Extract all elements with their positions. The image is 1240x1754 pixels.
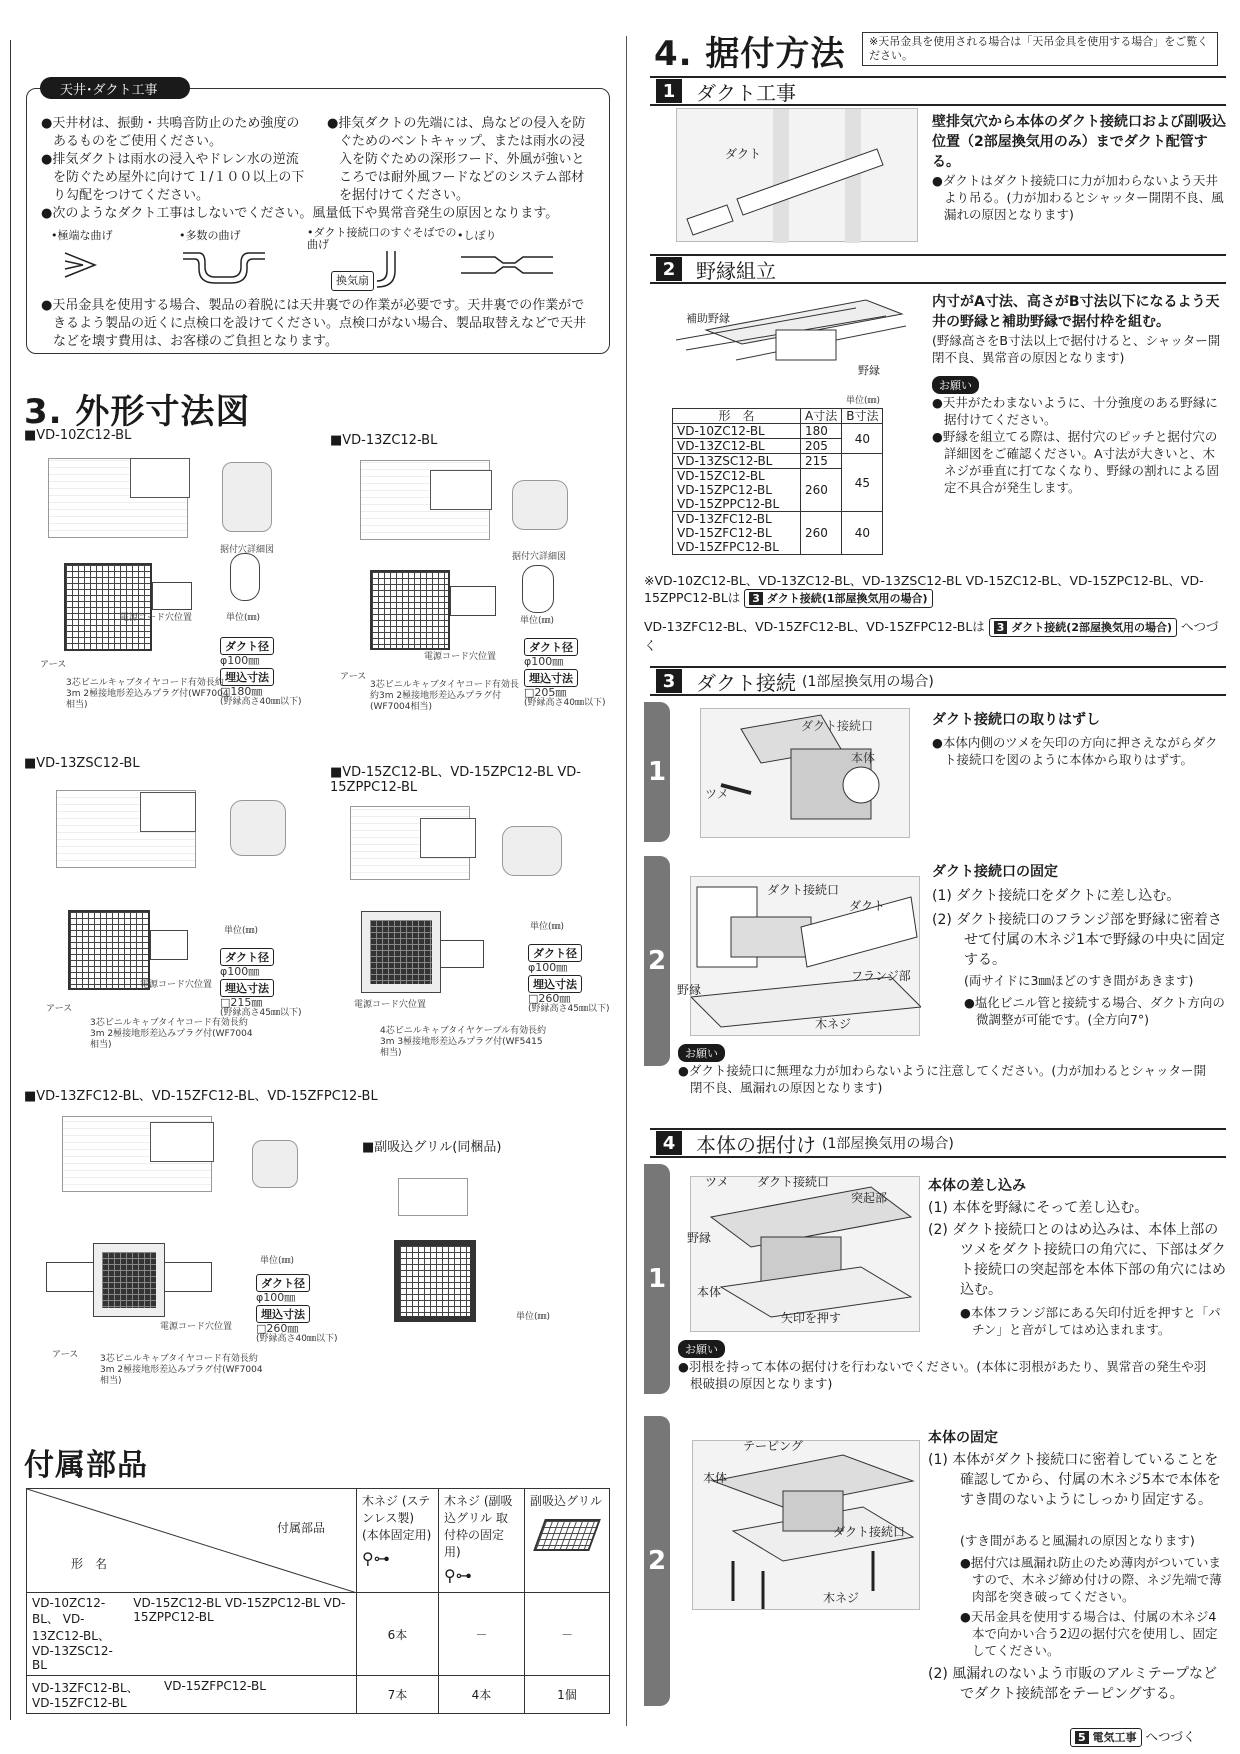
a-cell: 180 xyxy=(801,424,842,439)
earth-label: アース xyxy=(52,1350,79,1360)
unit-label: 単位(㎜) xyxy=(516,1312,551,1322)
earth-label: アース xyxy=(40,660,67,670)
grille-icon xyxy=(533,1519,601,1551)
duct-collar-drawing xyxy=(440,940,484,968)
wood-screw-label: 木ネジ xyxy=(823,1591,860,1605)
step3-warning: ●ダクト接続口に無理な力が加わらないように注意してください。(力が加わるとシャッター開閉不良、風漏れの原因となります) xyxy=(678,1063,1207,1095)
step-number: 2 xyxy=(656,257,682,281)
step4b-1-sub: (すき間があると風漏れの原因となります) xyxy=(960,1533,1195,1548)
front-view xyxy=(222,462,272,532)
duct-flange-drawing xyxy=(691,877,921,1037)
parts-header-left: 形 名 xyxy=(71,1557,108,1571)
claw-label: ツメ xyxy=(705,1175,729,1189)
grille-drawing xyxy=(362,912,440,992)
embed-note: (野縁高さ40㎜以下) xyxy=(256,1334,338,1344)
onegai-badge xyxy=(678,1338,725,1358)
step3a-head: ダクト接続口の取りはずし xyxy=(932,712,1100,728)
duct-diameter: φ100㎜ xyxy=(524,655,564,668)
model-cell: VD-15ZPPC12-BL xyxy=(677,497,780,511)
constriction-icon xyxy=(457,245,557,285)
sec5-num: 5 xyxy=(1075,1731,1089,1744)
body-label: 本体 xyxy=(703,1471,728,1485)
note-ceiling-strength: ●天井材は、振動・共鳴音防止のため強度のあるものをご使用ください。 xyxy=(41,116,300,149)
cell-value: － xyxy=(525,1593,610,1676)
duct-diameter-label: ダクト径 xyxy=(524,638,578,656)
th: 形 名 xyxy=(673,409,801,424)
earth-label: アース xyxy=(46,1004,73,1014)
step-subtitle: (1部屋換気用の場合) xyxy=(822,1136,954,1152)
model-cell: VD-10ZC12-BL xyxy=(673,424,801,439)
duct-outlet-drawing xyxy=(420,818,476,858)
mount-detail-label: 据付穴詳細図 xyxy=(512,552,567,562)
front-view xyxy=(230,800,286,856)
step3b-3: ●塩化ビニル管と接続する場合、ダクト方向の微調整が可能です。(全方向7°) xyxy=(964,995,1225,1027)
duct-diameter: φ100㎜ xyxy=(256,1291,296,1304)
a-cell: 260 xyxy=(801,469,842,512)
column-divider xyxy=(626,36,627,1726)
cell-value: 4本 xyxy=(439,1676,525,1714)
mount-hole-detail xyxy=(230,553,260,601)
onegai-label: お願い xyxy=(932,376,979,394)
step4b-4: (2) 風漏れのないよう市販のアルミテープなどでダクト接続部をテーピングする。 xyxy=(928,1666,1218,1702)
model-cell: VD-13ZC12-BL xyxy=(673,439,801,454)
grille-drawing xyxy=(94,1244,164,1316)
step2-b2: ●野縁を組立てる際は、据付穴のピッチと据付穴の詳細図をご確認ください。A寸法が大きいと、木ネジが垂直に打てなくなり、野縁の割れによる固定不具合が発生します。 xyxy=(932,429,1220,495)
embed-label: 埋込寸法 xyxy=(256,1305,310,1323)
step2-sub: (野縁高さをB寸法以上で据付けると、シャッター開閉不良、異常音の原因となります) xyxy=(932,333,1221,365)
unit-label: 単位(㎜) xyxy=(260,1256,295,1266)
duct-outlet-drawing xyxy=(140,792,196,832)
aux-noen-label: 補助野縁 xyxy=(686,312,730,325)
embed-note: (野縁高さ40㎜以下) xyxy=(524,698,606,708)
cord-note: 3芯ビニルキャブタイヤコード有効長約3m 2極接地形差込みプラグ付(WF7004相当) xyxy=(90,1018,253,1050)
grille-drawing xyxy=(68,910,150,990)
noen-label: 野縁 xyxy=(687,1231,712,1245)
model-label: ■VD-13ZSC12-BL xyxy=(24,756,140,771)
step-title: 野縁組立 xyxy=(696,258,776,283)
duct-collar-drawing xyxy=(450,586,496,616)
step2-lead: 内寸がA寸法、高さがB寸法以下になるよう天井の野縁と補助野縁で据付枠を組む。 xyxy=(932,294,1220,330)
earth-label: アース xyxy=(340,672,367,682)
fan-box: 換気扇 xyxy=(331,271,374,291)
duct-hanging-illustration xyxy=(676,108,918,242)
parts-title: 付属部品 xyxy=(24,1448,148,1483)
model-cell: VD-13ZFC12-BL xyxy=(677,512,772,526)
onegai-badge xyxy=(932,374,979,394)
sub-grille-label: ■副吸込グリル(同梱品) xyxy=(362,1140,502,1155)
step-title: ダクト工事 xyxy=(696,80,796,105)
power-cord-label: 電源コード穴位置 xyxy=(140,980,213,990)
step4a-head: 本体の差し込み xyxy=(928,1178,1026,1194)
cord-note: 3芯ビニルキャブタイヤコード有効長約3m 2極接地形差込みプラグ付(WF7004相当) xyxy=(66,678,229,710)
power-cord-label: 電源コード穴位置 xyxy=(354,1000,427,1010)
noen-label: 野縁 xyxy=(858,364,880,377)
cell-value: 6本 xyxy=(357,1593,439,1676)
embed-label: 埋込寸法 xyxy=(528,975,582,993)
embed-size: □215㎜ xyxy=(220,996,263,1009)
duct-diameter-label: ダクト径 xyxy=(220,637,274,655)
unit-label: 単位(㎜) xyxy=(226,613,261,623)
step-subtitle: (1部屋換気用の場合) xyxy=(802,674,934,690)
bad-duct-label: •しぼり xyxy=(457,229,497,242)
parts-col xyxy=(357,1489,439,1593)
note-duct-warning: ●次のようなダクト工事はしないでください。風量低下や異常音発生の原因となります。 xyxy=(41,206,559,221)
duct-diameter: φ100㎜ xyxy=(220,654,260,667)
substep-2-bar: 2 xyxy=(644,1416,670,1706)
embed-label: 埋込寸法 xyxy=(220,979,274,997)
duct-outlet-drawing xyxy=(130,458,190,498)
wood-screw-icon: ⚲⊶ xyxy=(362,1549,390,1568)
parts-col-label: 木ネジ (副吸込グリル 取付枠の固定用) xyxy=(444,1494,513,1559)
table-row xyxy=(27,1676,610,1714)
step3a-body: ●本体内側のツメを矢印の方向に押さえながらダクト接続口を図のように本体から取りはずす。 xyxy=(932,735,1218,767)
duct-spec xyxy=(528,942,609,1015)
row-models: VD-13ZFC12-BL、 VD-15ZFC12-BL xyxy=(32,1681,139,1710)
duct-spec xyxy=(220,946,301,1019)
multi-bend-icon xyxy=(179,245,269,285)
duct-port-label: ダクト接続口 xyxy=(757,1175,830,1189)
model-cell: VD-15ZFPC12-BL xyxy=(677,540,779,554)
model-label: ■VD-13ZFC12-BL、VD-15ZFC12-BL、VD-15ZFPC12-BL xyxy=(24,1089,378,1104)
duct-collar-drawing xyxy=(152,582,192,610)
binding-rule xyxy=(10,40,11,1720)
row-models: VD-15ZC12-BL VD-15ZPC12-BL VD-15ZPPC12-BL xyxy=(133,1596,346,1624)
parts-col xyxy=(439,1489,525,1593)
sec4-3-header xyxy=(650,666,1226,696)
step-number: 3 xyxy=(656,669,682,693)
duct-outlet-drawing xyxy=(430,470,492,510)
body-insert-illustration xyxy=(687,1175,920,1332)
mount-hole-detail xyxy=(522,565,554,613)
bad-duct-label: •多数の曲げ xyxy=(179,229,241,242)
step-number: 4 xyxy=(656,1131,682,1155)
embed-size: □180㎜ xyxy=(220,685,263,698)
note-vent-cap: ●排気ダクトの先端には、鳥などの侵入を防ぐためのベントキャップ、または雨水の浸入を防ぐための深形フード、外風が強いところでは耐外風フードなどのシステム部材を据付けてください。 xyxy=(327,116,586,203)
sec5-link-label: 電気工事 xyxy=(1092,1731,1137,1744)
b-cell: 45 xyxy=(842,454,883,512)
bad-duct-label: •極端な曲げ xyxy=(51,229,113,242)
parts-table xyxy=(26,1488,610,1714)
a-cell: 260 xyxy=(801,512,842,555)
front-view xyxy=(252,1140,298,1188)
step4a-2: (2) ダクト接続口とのはめ込みは、本体上部のツメをダクト接続口の角穴に、下部はダクト接続口の突起部を本体下部の角穴にはめ込む。 xyxy=(928,1222,1226,1298)
embed-label: 埋込寸法 xyxy=(220,668,274,686)
sec4-title: 4. 据付方法 xyxy=(654,34,846,74)
step4-warning: ●羽根を持って本体の据付けを行わないでください。(本体に羽根があたり、異常音の発生や羽根破損の原因となります) xyxy=(678,1359,1207,1391)
mount-detail-label: 据付穴詳細図 xyxy=(220,545,275,555)
embed-size: □260㎜ xyxy=(528,992,571,1005)
power-cord-label: 電源コード穴位置 xyxy=(160,1322,233,1332)
th: A寸法 xyxy=(801,409,842,424)
step1-lead: 壁排気穴から本体のダクト接続口および副吸込位置（2部屋換気用のみ）までダクト配管する。 xyxy=(932,114,1226,170)
unit-label: 単位(㎜) xyxy=(846,396,881,406)
wood-screw-label: 木ネジ xyxy=(815,1017,852,1031)
step1-bullet: ●ダクトはダクト接続口に力が加わらないよう天井より吊る。(力が加わるとシャッター開閉不良、風漏れの原因となります) xyxy=(932,173,1224,222)
sec3-title: 3. 外形寸法図 xyxy=(24,392,251,432)
duct-collar-drawing xyxy=(150,930,188,960)
duct-collar-drawing xyxy=(164,1262,212,1292)
step4b-2: ●据付穴は風漏れ防止のため薄肉がついていますので、木ネジ締め付けの際、ネジ先端で薄肉部を突き破ってください。 xyxy=(960,1555,1222,1604)
xref-block xyxy=(644,572,1224,654)
xref2-link-label: ダクト接続(2部屋換気用の場合) xyxy=(1011,621,1173,634)
step3b-2-sub: (両サイドに3㎜ほどのすき間があきます) xyxy=(964,973,1194,988)
duct-label: ダクト xyxy=(725,147,762,161)
step4b-3: ●天吊金具を使用する場合は、付属の木ネジ4本で向かい合う2辺の据付穴を使用し、固定してください。 xyxy=(960,1609,1218,1658)
footer-tail: へつづく xyxy=(1145,1729,1196,1744)
cell-value: 7本 xyxy=(357,1676,439,1714)
parts-col xyxy=(525,1489,610,1593)
embed-note: (野縁高さ45㎜以下) xyxy=(220,1008,302,1018)
taping-label: テーピング xyxy=(743,1439,803,1453)
model-label: ■VD-15ZC12-BL、VD-15ZPC12-BL VD-15ZPPC12-BL xyxy=(330,765,581,795)
duct-port-label: ダクト接続口 xyxy=(801,719,874,733)
diagonal-line xyxy=(27,1489,357,1593)
protrusion-label: 突起部 xyxy=(851,1191,888,1205)
model-cell: VD-15ZFC12-BL xyxy=(677,526,772,540)
step2-b1: ●天井がたわまないように、十分強度のある野縁に据付けてください。 xyxy=(932,395,1218,427)
note-duct-slope: ●排気ダクトは雨水の浸入やドレン水の逆流を防ぐため屋外に向けて１/１００以上の下り勾配をつけてください。 xyxy=(41,152,305,203)
unit-label: 単位(㎜) xyxy=(530,922,565,932)
sub-grille-front xyxy=(394,1240,476,1322)
step-title: ダクト接続 xyxy=(696,670,796,695)
b-cell: 40 xyxy=(842,512,883,555)
sub-grille-side xyxy=(398,1178,468,1216)
duct-port-label: ダクト接続口 xyxy=(767,883,840,897)
duct-removal-illustration xyxy=(700,708,910,838)
substep-2-bar: 2 xyxy=(644,856,670,1066)
substep-1-bar: 1 xyxy=(644,702,670,842)
parts-col-label: 副吸込グリル xyxy=(530,1494,603,1508)
sec4-1-header xyxy=(650,76,1226,106)
press-arrow-label: 矢印を押す xyxy=(781,1311,842,1325)
unit-label: 単位(㎜) xyxy=(520,616,555,626)
continue-footer xyxy=(1070,1728,1196,1747)
step3b-2: (2) ダクト接続口のフランジ部を野縁に密着させて付属の木ネジ1本で野縁の中央に固定する。 xyxy=(932,912,1225,968)
front-view xyxy=(502,826,562,876)
step3b-1: (1) ダクト接続口をダクトに差し込む。 xyxy=(932,888,1181,904)
note-suspension: ●天吊金具を使用する場合、製品の着脱には天井裏での作業が必要です。天井裏での作業ができるよう製品の近くに点検口を設けてください。点検口がない場合、製品取替えなどで天井などを壊す費用は、お客様のご負担となります。 xyxy=(41,298,587,349)
duct-collar-drawing xyxy=(46,1262,94,1292)
grille-drawing xyxy=(370,570,450,650)
duct-diameter-label: ダクト径 xyxy=(256,1274,310,1292)
row-models: VD-10ZC12-BL、 VD-13ZC12-BL、 VD-13ZSC12-BL xyxy=(32,1596,113,1672)
step3b-head: ダクト接続口の固定 xyxy=(932,864,1058,880)
wood-screw-icon: ⚲⊶ xyxy=(444,1566,472,1585)
duct-diameter-label: ダクト径 xyxy=(528,944,582,962)
body-label: 本体 xyxy=(697,1285,722,1299)
duct-pipe-drawing xyxy=(677,109,919,243)
ceiling-duct-notes xyxy=(26,88,610,354)
onegai-label: お願い xyxy=(678,1044,725,1062)
notes-title: 天井･ダクト工事 xyxy=(40,77,190,99)
xref2-link[interactable]: 3 ダクト接続(2部屋換気用の場合) xyxy=(989,618,1177,637)
a-cell: 205 xyxy=(801,439,842,454)
embed-note: (野縁高さ40㎜以下) xyxy=(220,697,302,707)
duct-outlet-drawing xyxy=(150,1122,214,1162)
onegai-badge xyxy=(678,1042,725,1062)
parts-header-cell xyxy=(27,1489,357,1593)
duct-label: ダクト xyxy=(849,899,886,913)
sec4-2-header xyxy=(650,254,1226,284)
row-models: VD-15ZFPC12-BL xyxy=(164,1679,266,1693)
model-label: ■VD-10ZC12-BL xyxy=(24,428,132,443)
step4a-1: (1) 本体を野縁にそって差し込む。 xyxy=(928,1200,1149,1216)
cell-value: － xyxy=(439,1593,525,1676)
model-label: ■VD-13ZC12-BL xyxy=(330,433,438,448)
embed-label: 埋込寸法 xyxy=(524,669,578,687)
cord-note: 4芯ビニルキャブタイヤケーブル有効長約3m 3極接地形差込みプラグ付(WF5415相当) xyxy=(380,1026,547,1058)
frame-illustration xyxy=(666,290,916,386)
power-cord-label: 電源コード穴位置 xyxy=(120,613,193,623)
b-cell: 40 xyxy=(842,424,883,454)
step4b-1: (1) 本体がダクト接続口に密着していることを確認してから、付属の木ネジ5本で本体をすき間のないようにしっかり固定する。 xyxy=(928,1452,1221,1508)
embed-size: □260㎜ xyxy=(256,1322,299,1335)
xref2-text: VD-13ZFC12-BL、VD-15ZFC12-BL、VD-15ZFPC12-BLは xyxy=(644,619,985,634)
suspension-note: ※天吊金具を使用される場合は「天吊金具を使用する場合」をご覧ください。 xyxy=(862,32,1218,66)
xref-tail: へつづく xyxy=(644,619,1219,653)
power-cord-label: 電源コード穴位置 xyxy=(424,652,497,662)
duct-diameter-label: ダクト径 xyxy=(220,948,274,966)
front-view xyxy=(512,480,568,530)
xref1-text: ※VD-10ZC12-BL、VD-13ZC12-BL、VD-13ZSC12-BL VD-15ZC12-BL、VD-15ZPC12-BL、VD-15ZPPC12-BLは xyxy=(644,573,1204,605)
sec4-4-header xyxy=(650,1128,1226,1158)
xref1-link[interactable]: 3 ダクト接続(1部屋換気用の場合) xyxy=(744,589,932,608)
duct-port-label: ダクト接続口 xyxy=(833,1525,906,1539)
step-title: 本体の据付け xyxy=(696,1132,816,1157)
th: B寸法 xyxy=(842,409,883,424)
model-cell: VD-15ZPC12-BL xyxy=(677,483,772,497)
body-label: 本体 xyxy=(851,751,876,765)
parts-header-right: 付属部品 xyxy=(277,1521,326,1535)
body-fix-illustration xyxy=(692,1440,920,1610)
onegai-label: お願い xyxy=(678,1340,725,1358)
xref1-link-label: ダクト接続(1部屋換気用の場合) xyxy=(766,592,928,605)
duct-diameter: φ100㎜ xyxy=(220,965,260,978)
bad-duct-label: •ダクト接続口のすぐそばでの曲げ xyxy=(307,226,457,251)
flange-label: フランジ部 xyxy=(851,969,911,983)
sharp-bend-icon xyxy=(51,245,111,285)
duct-spec xyxy=(256,1272,337,1345)
model-cell: VD-15ZC12-BL xyxy=(677,469,765,483)
duct-diameter: φ100㎜ xyxy=(528,961,568,974)
grille-drawing xyxy=(64,563,152,651)
cord-note: 3芯ビニルキャブタイヤコード有効長約3m 2極接地形差込みプラグ付(WF7004相当) xyxy=(370,680,519,712)
dimension-table xyxy=(672,408,883,555)
step4b-head: 本体の固定 xyxy=(928,1430,998,1446)
claw-label: ツメ xyxy=(705,787,729,801)
noen-label: 野縁 xyxy=(677,983,702,997)
duct-fix-illustration xyxy=(677,876,920,1036)
unit-label: 単位(㎜) xyxy=(224,926,259,936)
step-number: 1 xyxy=(656,79,682,103)
a-cell: 215 xyxy=(801,454,842,469)
duct-spec xyxy=(524,636,605,709)
embed-note: (野縁高さ45㎜以下) xyxy=(528,1004,610,1014)
cord-note: 3芯ビニルキャブタイヤコード有効長約3m 2極接地形差込みプラグ付(WF7004相当) xyxy=(100,1354,263,1386)
embed-size: □205㎜ xyxy=(524,686,567,699)
bad-duct-examples xyxy=(51,227,597,297)
substep-1-bar: 1 xyxy=(644,1164,670,1394)
step4a-3: ●本体フランジ部にある矢印付近を押すと「パチン」と音がしてはめ込まれます。 xyxy=(960,1305,1221,1337)
model-cell: VD-13ZSC12-BL xyxy=(673,454,801,469)
sec5-link[interactable] xyxy=(1070,1728,1142,1747)
table-row xyxy=(27,1593,610,1676)
cell-value: 1個 xyxy=(525,1676,610,1714)
parts-col-label: 木ネジ (ステンレス製) (本体固定用) xyxy=(362,1494,432,1542)
